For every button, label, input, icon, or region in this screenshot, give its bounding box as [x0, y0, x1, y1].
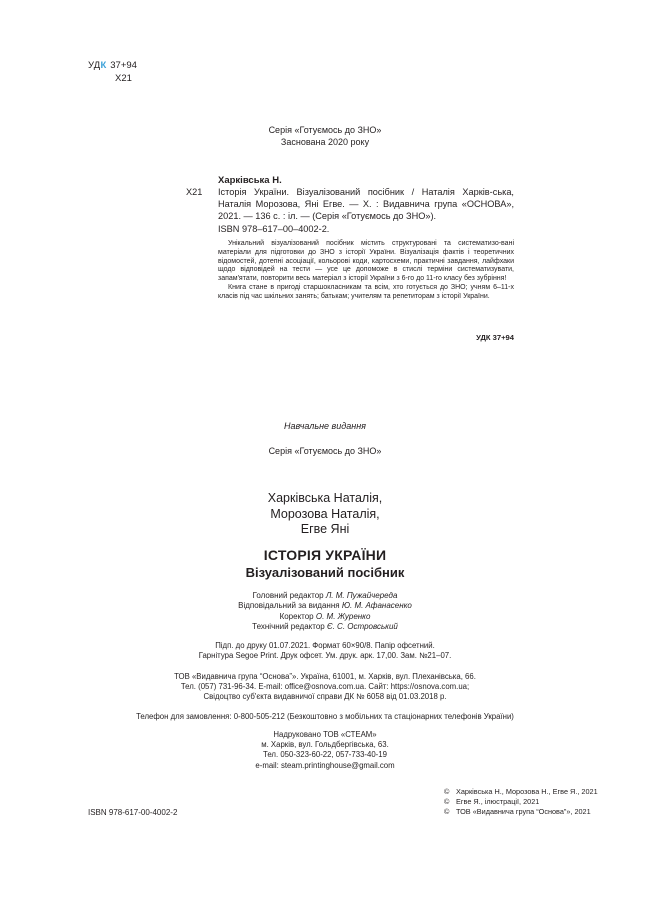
copyright-icon: ©	[444, 807, 450, 817]
publisher-line: ТОВ «Видавнича група “Основа”». Україна, 61001, м. Харків, вул. Плеханівська, 66.	[174, 672, 476, 681]
catalog-udk: УДК 37+94	[476, 333, 514, 342]
edition-type: Навчальне видання	[284, 421, 366, 431]
catalog-description: Історія України. Візуалізований посібник / Наталія Харків-ська, Наталія Морозова, Яні Егве. — Х. : Видавнича група «ОСНОВА», 2021. — 136 с. : іл. — (Серія «Готуємось до ЗНО»).	[218, 187, 514, 221]
series-top	[0, 124, 650, 148]
staff-role: Відповідальний за видання	[238, 601, 342, 611]
staff-row	[0, 622, 650, 632]
catalog-author: Харківська Н.	[218, 175, 282, 186]
staff-person: Є. С. Островський	[326, 621, 398, 631]
catalog-code: Х21	[186, 187, 203, 197]
staff-person: Ю. М. Афанасенко	[341, 601, 412, 611]
series-mid: Серія «Готуємось до ЗНО»	[268, 446, 382, 456]
series-name: Серія «Готуємось до ЗНО»	[268, 125, 382, 135]
order-phone: Телефон для замовлення: 0-800-505-212 (Безкоштовно з мобільних та стаціонарних телефонів України)	[136, 712, 514, 721]
isbn-bottom: ISBN 978-617-00-4002-2	[88, 808, 178, 817]
staff-role: Технічний редактор	[252, 621, 327, 631]
copyright-text: Харківська Н., Морозова Н., Егве Я., 2021	[456, 787, 598, 796]
publisher-line: Тел. (057) 731-96-34. E-mail: office@osnova.com.ua. Сайт: https://osnova.com.ua;	[180, 682, 470, 692]
publisher-info	[0, 672, 650, 703]
book-subtitle: Візуалізований посібник	[245, 565, 405, 580]
udk-code: 37+94	[110, 60, 137, 71]
printer-line: Тел. 050-323-60-22, 057-733-40-19	[263, 750, 387, 760]
authors	[0, 491, 650, 538]
book-title: ІСТОРІЯ УКРАЇНИ	[263, 547, 387, 563]
print-info-line: Гарнітура Segoe Print. Друк офсет. Ум. друк. арк. 17,00. Зам. №21–07.	[198, 651, 452, 661]
copyright-text: ТОВ «Видавнича група “Основа”», 2021	[456, 807, 591, 817]
staff-row	[0, 612, 650, 622]
copyright-icon: ©	[444, 787, 450, 796]
publisher-line: Свідоцтво суб'єкта видавничої справи ДК № 6058 від 01.03.2018 р.	[203, 692, 447, 702]
series-founded: Заснована 2020 року	[280, 137, 370, 147]
catalog-isbn: ISBN 978–617–00–4002-2.	[218, 224, 330, 234]
udk-k-letter: К	[100, 60, 107, 71]
staff-role: Головний редактор	[252, 591, 326, 600]
catalog-abstract	[218, 240, 514, 302]
copyright-text: Егве Я., ілюстрації, 2021	[456, 797, 540, 807]
printer-line: м. Харків, вул. Гольдбергівська, 63.	[261, 740, 389, 750]
copyright-line	[444, 787, 598, 797]
author-1: Харківська Наталія,	[267, 491, 383, 505]
author-3: Егве Яні	[300, 522, 350, 536]
printer-info	[0, 730, 650, 771]
copyright-block	[444, 787, 598, 818]
author-2: Морозова Наталія,	[270, 506, 380, 521]
staff-row	[0, 601, 650, 611]
printer-line: Надруковано ТОВ «СТЕАМ»	[273, 730, 377, 739]
abstract-paragraph-1: Унікальний візуалізований посібник містить структуровані та систематизо-вані матеріали для підготовки до ЗНО з історії України. Візуалізація фактів і теоретичних відомостей, дотепні асоціації, кольорові коди, картосхеми, практичні завдання, лайфхаки щодо відповідей на тести — усе це допоможе в стислі терміни систематизувати, запам'ятати, повторити весь матеріал з історії України з 6-го до 11-го класу без зубріння!	[218, 240, 514, 283]
abstract-paragraph-2: Книга стане в пригоді старшокласникам та всім, хто готується до ЗНО; учням 6–11-х класів під час шкільних занять; батькам; учителям та репетиторам з історії України.	[218, 283, 514, 300]
copyright-line	[444, 807, 598, 817]
staff-person: Л. М. Пужайчереда	[325, 591, 398, 600]
print-info-line: Підп. до друку 01.07.2021. Формат 60×90/8. Папір офсетний.	[215, 641, 435, 650]
udk-block	[88, 59, 137, 85]
udk-label: УД	[88, 60, 101, 71]
staff-role: Коректор	[279, 611, 316, 621]
printer-line: e-mail: steam.printinghouse@gmail.com	[255, 760, 395, 770]
staff-person: О. М. Журенко	[315, 611, 371, 621]
bbk-code: Х21	[115, 73, 132, 84]
copyright-icon: ©	[444, 797, 450, 807]
staff-row	[0, 591, 650, 601]
staff-list	[0, 591, 650, 632]
copyright-line	[444, 797, 598, 807]
print-info	[0, 641, 650, 661]
